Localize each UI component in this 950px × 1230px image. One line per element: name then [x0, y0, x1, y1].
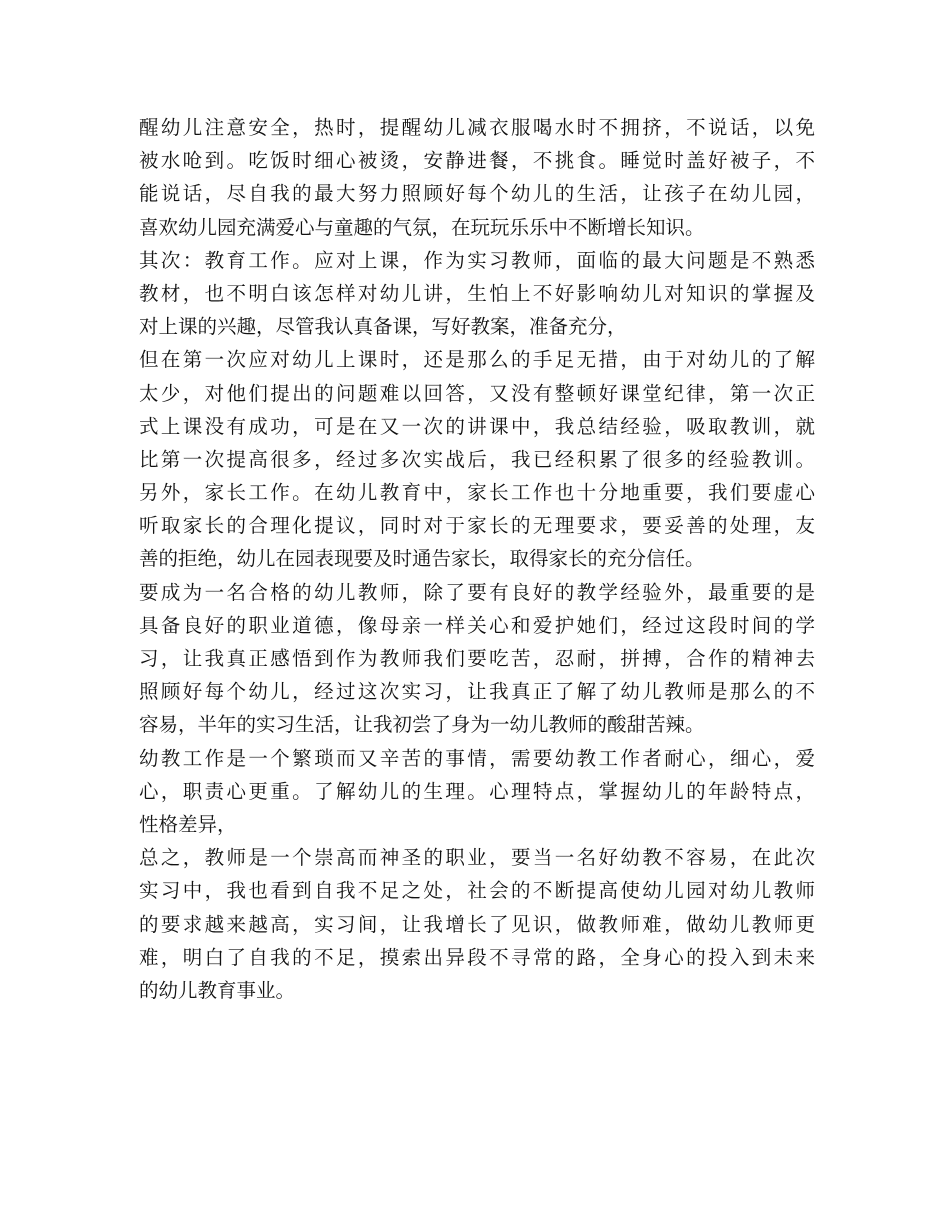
text-line: 比第一次提高很多，经过多次实战后，我已经积累了很多的经验教训。 — [139, 447, 815, 471]
text-line: 醒幼儿注意安全，热时，提醒幼儿减衣服喝水时不拥挤，不说话，以免 — [139, 116, 815, 139]
text-line: 的幼儿教育事业。 — [139, 978, 296, 1002]
text-line: 容易，半年的实习生活，让我初尝了身为一幼儿教师的酸甜苦辣。 — [139, 713, 705, 737]
text-line: 幼教工作是一个繁琐而又辛苦的事情，需要幼教工作者耐心，细心，爱 — [139, 746, 815, 770]
text-line: 能说话，尽自我的最大努力照顾好每个幼儿的生活，让孩子在幼儿园， — [139, 182, 815, 206]
text-line: 实习中，我也看到自我不足之处，社会的不断提高使幼儿园对幼儿教师 — [139, 879, 815, 903]
text-line: 习，让我真正感悟到作为教师我们要吃苦，忍耐，拼搏，合作的精神去 — [139, 647, 815, 670]
text-line: 教材，也不明白该怎样对幼儿讲，生怕上不好影响幼儿对知识的掌握及 — [139, 281, 815, 305]
text-line: 被水呛到。吃饭时细心被烫，安静进餐，不挑食。睡觉时盖好被子，不 — [139, 149, 815, 173]
text-line: 喜欢幼儿园充满爱心与童趣的气氛，在玩玩乐乐中不断增长知识。 — [139, 215, 705, 239]
text-line: 难，明白了自我的不足，摸索出异段不寻常的路，全身心的投入到未来 — [139, 945, 815, 969]
text-line: 要成为一名合格的幼儿教师，除了要有良好的教学经验外，最重要的是 — [139, 580, 815, 604]
text-line: 的要求越来越高，实习间，让我增长了见识，做教师难，做幼儿教师更 — [139, 912, 815, 936]
text-line: 对上课的兴趣，尽管我认真备课，写好教案，准备充分， — [139, 315, 627, 339]
text-line: 另外，家长工作。在幼儿教育中，家长工作也十分地重要，我们要虚心 — [139, 481, 815, 505]
text-line: 性格差异， — [139, 812, 237, 836]
text-line: 式上课没有成功，可是在又一次的讲课中，我总结经验，吸取教训，就 — [139, 414, 815, 438]
document-body — [139, 111, 815, 1007]
text-line: 但在第一次应对幼儿上课时，还是那么的手足无措，由于对幼儿的了解 — [139, 348, 815, 372]
text-line: 善的拒绝，幼儿在园表现要及时通告家长，取得家长的充分信任。 — [139, 547, 705, 571]
text-line: 心，职责心更重。了解幼儿的生理。心理特点，掌握幼儿的年龄特点， — [139, 779, 815, 803]
text-line: 具备良好的职业道德，像母亲一样关心和爱护她们，经过这段时间的学 — [139, 613, 815, 637]
text-line: 太少，对他们提出的问题难以回答，又没有整顿好课堂纪律，第一次正 — [139, 381, 815, 405]
text-line: 听取家长的合理化提议，同时对于家长的无理要求，要妥善的处理，友 — [139, 514, 815, 538]
text-line: 其次：教育工作。应对上课，作为实习教师，面临的最大问题是不熟悉 — [139, 248, 815, 272]
text-line: 总之，教师是一个崇高而神圣的职业，要当一名好幼教不容易，在此次 — [139, 846, 815, 870]
text-line: 照顾好每个幼儿，经过这次实习，让我真正了解了幼儿教师是那么的不 — [139, 680, 815, 704]
